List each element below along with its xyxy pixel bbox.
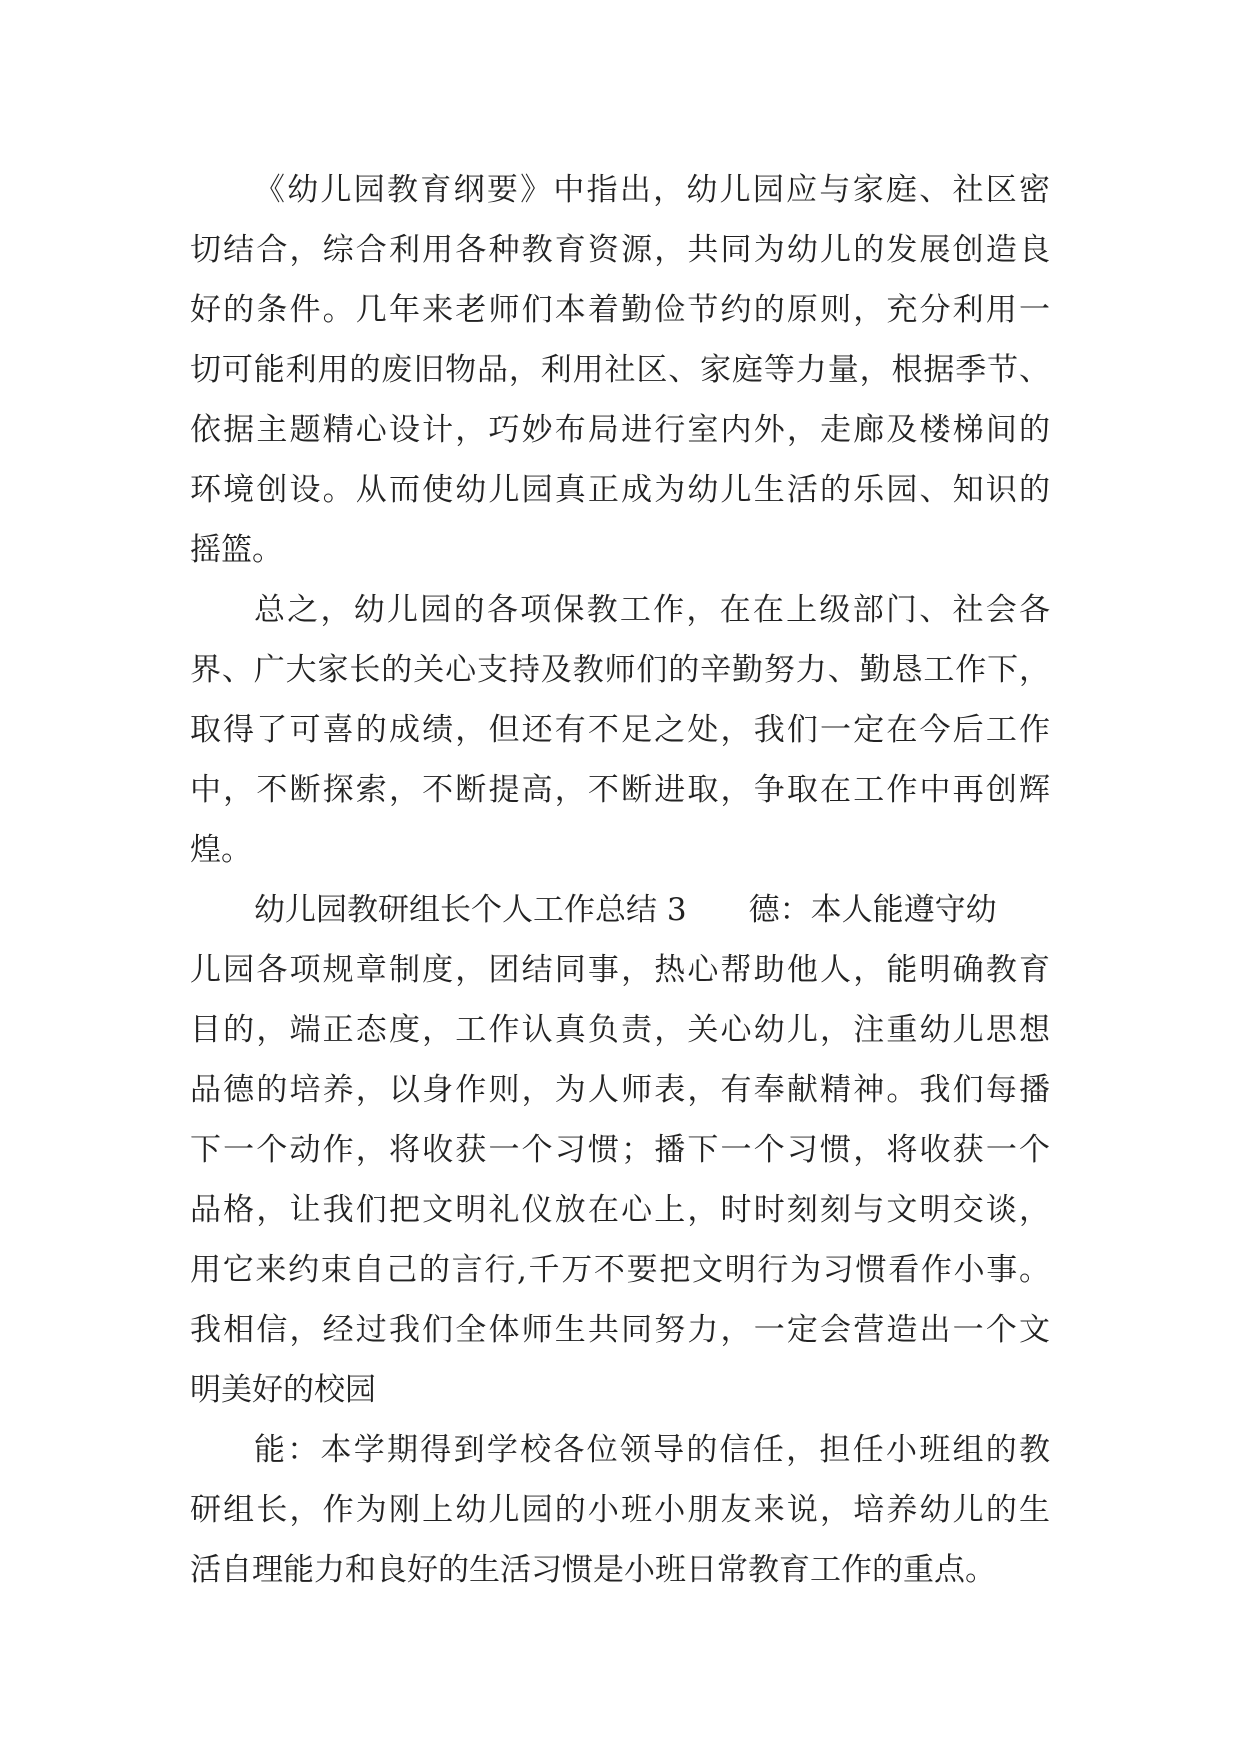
heading-line <box>190 880 1050 940</box>
text-line: 切结合，综合利用各种教育资源，共同为幼儿的发展创造良 <box>190 232 1050 268</box>
document-body <box>190 160 1050 1600</box>
text-line: 取得了可喜的成绩，但还有不足之处，我们一定在今后工作 <box>190 712 1050 748</box>
text-line: 研组长，作为刚上幼儿园的小班小朋友来说，培养幼儿的生 <box>190 1492 1050 1528</box>
text-line: 切可能利用的废旧物品，利用社区、家庭等力量，根据季节、 <box>190 352 1050 388</box>
text-line: 总之，幼儿园的各项保教工作，在在上级部门、社会各 <box>254 592 1050 628</box>
section-heading: 幼儿园教研组长个人工作总结 3 <box>254 892 687 928</box>
text-line: 能：本学期得到学校各位领导的信任，担任小班组的教 <box>254 1432 1050 1468</box>
paragraph-conclusion <box>190 580 1050 880</box>
text-line: 品德的培养，以身作则，为人师表，有奉献精神。我们每播 <box>190 1072 1050 1108</box>
paragraph-summary-3-morality <box>190 880 1050 1420</box>
text-line: 下一个动作，将收获一个习惯；播下一个习惯，将收获一个 <box>190 1132 1050 1168</box>
text-line: 品格，让我们把文明礼仪放在心上，时时刻刻与文明交谈， <box>190 1192 1050 1228</box>
text-line: 依据主题精心设计，巧妙布局进行室内外，走廊及楼梯间的 <box>190 412 1050 448</box>
text-line: 活自理能力和良好的生活习惯是小班日常教育工作的重点。 <box>190 1552 996 1588</box>
heading-tail-text: 德：本人能遵守幼 <box>748 892 997 928</box>
text-line: 界、广大家长的关心支持及教师们的辛勤努力、勤恳工作下， <box>190 652 1050 688</box>
text-line: 环境创设。从而使幼儿园真正成为幼儿生活的乐园、知识的 <box>190 472 1050 508</box>
text-line: 儿园各项规章制度，团结同事，热心帮助他人，能明确教育 <box>190 952 1050 988</box>
text-line: 用它来约束自己的言行,千万不要把文明行为习惯看作小事。 <box>190 1252 1050 1288</box>
text-line: 好的条件。几年来老师们本着勤俭节约的原则，充分利用一 <box>190 292 1050 328</box>
text-line: 《幼儿园教育纲要》中指出，幼儿园应与家庭、社区密 <box>254 172 1050 208</box>
text-line: 我相信，经过我们全体师生共同努力，一定会营造出一个文 <box>190 1312 1050 1348</box>
paragraph-ability <box>190 1420 1050 1600</box>
text-line: 目的，端正态度，工作认真负责，关心幼儿，注重幼儿思想 <box>190 1012 1050 1048</box>
paragraph-kindergarten-outline <box>190 160 1050 580</box>
text-line: 煌。 <box>190 832 252 868</box>
text-line: 中，不断探索，不断提高，不断进取，争取在工作中再创辉 <box>190 772 1050 808</box>
text-line: 明美好的校园 <box>190 1372 376 1408</box>
text-line: 摇篮。 <box>190 532 283 568</box>
